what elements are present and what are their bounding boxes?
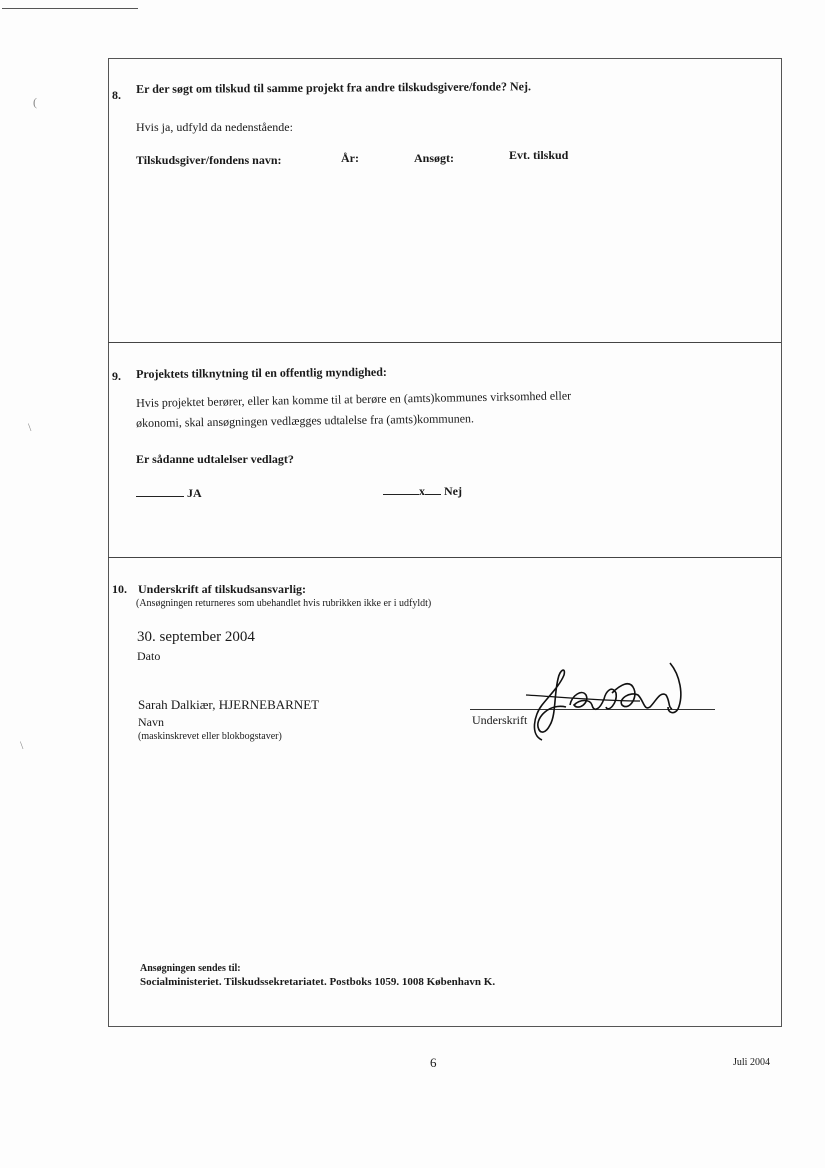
option-no	[383, 483, 462, 499]
handwritten-signature	[520, 655, 695, 745]
signature-label: Underskrift	[472, 713, 528, 727]
section8-instruction: Hvis ja, udfyld da nedenstående:	[136, 120, 293, 134]
section9-number: 9.	[112, 369, 121, 383]
section8-heading: Er der søgt om tilskud til samme projekt fra andre tilskudsgivere/fonde? Nej.	[136, 79, 531, 96]
column-header-year: År:	[341, 151, 359, 165]
option-no-blank-left	[383, 483, 419, 495]
form-frame	[108, 58, 782, 1027]
option-no-mark: x	[419, 484, 425, 498]
scan-mark: \	[28, 420, 32, 434]
section9-question: Er sådanne udtalelser vedlagt?	[136, 452, 294, 466]
date-label: Dato	[137, 649, 161, 663]
section-divider	[108, 557, 781, 558]
column-header-applied: Ansøgt:	[414, 151, 455, 165]
section9-heading: Projektets tilknytning til en offentlig myndighed:	[136, 364, 387, 381]
column-header-grant: Evt. tilskud	[509, 148, 569, 162]
name-label: Navn	[138, 715, 164, 729]
section10-number: 10.	[112, 582, 127, 596]
edition-date: Juli 2004	[733, 1057, 770, 1068]
column-header-grantor: Tilskudsgiver/fondens navn:	[136, 153, 282, 167]
send-to-address: Socialministeriet. Tilskudssekretariatet. Postboks 1059. 1008 København K.	[140, 976, 496, 988]
section9-body-line2: økonomi, skal ansøgningen vedlægges udtalelse fra (amts)kommunen.	[136, 411, 475, 430]
section10-note: (Ansøgningen returneres som ubehandlet hvis rubrikken ikke er i udfyldt)	[136, 598, 432, 609]
top-rule	[2, 8, 138, 9]
option-no-label: Nej	[444, 484, 462, 498]
option-no-blank-right	[425, 483, 441, 495]
name-value: Sarah Dalkiær, HJERNEBARNET	[138, 697, 320, 712]
option-yes-blank	[136, 485, 184, 497]
name-hint: (maskinskrevet eller blokbogstaver)	[138, 731, 282, 742]
section10-heading: Underskrift af tilskudsansvarlig:	[138, 582, 307, 596]
option-yes-label: JA	[187, 486, 202, 500]
page-number: 6	[430, 1055, 437, 1070]
option-yes	[136, 485, 202, 501]
section9-body-line1: Hvis projektet berører, eller kan komme til at berøre en (amts)kommunes virksomhed eller	[136, 388, 572, 410]
date-value: 30. september 2004	[137, 629, 255, 645]
section-divider	[108, 342, 781, 343]
section8-number: 8.	[112, 88, 121, 102]
scan-mark: (	[33, 95, 37, 109]
scan-mark: \	[20, 738, 24, 752]
send-to-label: Ansøgningen sendes til:	[140, 963, 241, 974]
